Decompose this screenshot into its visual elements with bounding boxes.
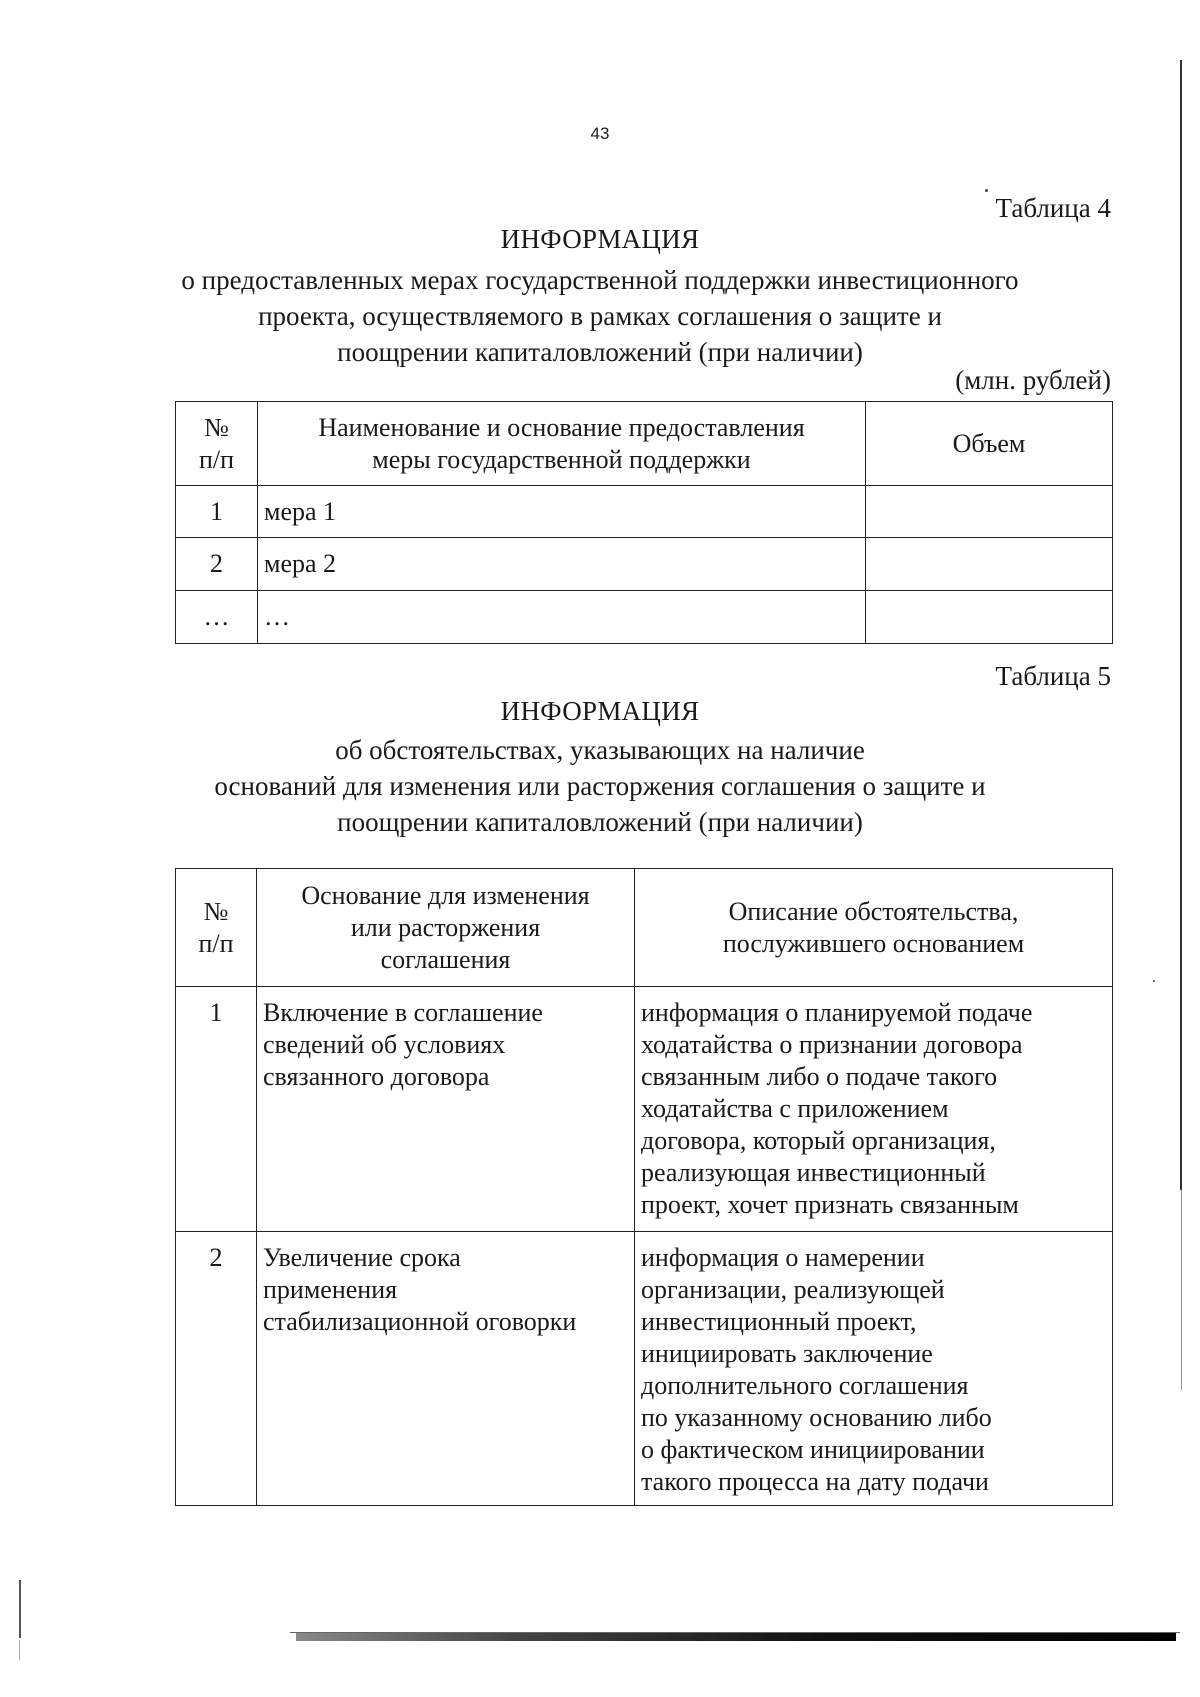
cell-description: информация о намерении организации, реализующей инвестиционный проект, инициировать заключение дополнительного соглашения по указанному основанию либо о фактическом инициировании такого процесса на дату подачи	[635, 1232, 1113, 1506]
table4-caption: Таблица 4	[995, 193, 1111, 223]
cell-name: …	[258, 591, 866, 644]
scan-edge-line	[1181, 1190, 1182, 1390]
cell-name: мера 1	[258, 486, 866, 538]
table5-subtitle	[0, 732, 1200, 840]
cell-volume	[866, 486, 1113, 538]
termination-grounds-table	[175, 868, 1113, 1506]
col-header-number: № п/п	[176, 402, 258, 486]
table5-caption: Таблица 5	[995, 661, 1111, 691]
col-header-description: Описание обстоятельства, послужившего основанием	[635, 869, 1113, 987]
col-header-name: Наименование и основание предоставления меры государственной поддержки	[258, 402, 866, 486]
table-row	[176, 987, 1113, 1232]
col-header-number: № п/п	[176, 869, 257, 987]
support-measures-table	[175, 401, 1113, 644]
table5-title: ИНФОРМАЦИЯ	[500, 696, 700, 726]
cell-volume	[866, 591, 1113, 644]
table4-subtitle	[0, 262, 1200, 370]
subtitle-line: оснований для изменения или расторжения соглашения о защите и	[214, 771, 986, 801]
cell-number: 2	[176, 538, 258, 591]
cell-number: …	[176, 591, 258, 644]
subtitle-line: о предоставленных мерах государственной поддержки инвестиционного	[181, 265, 1019, 295]
subtitle-line: поощрении капиталовложений (при наличии)	[337, 337, 863, 367]
subtitle-line: об обстоятельствах, указывающих на наличие	[335, 735, 865, 765]
cell-number: 1	[176, 486, 258, 538]
cell-number: 2	[176, 1232, 257, 1506]
page-number: 43	[590, 124, 610, 143]
cell-description: информация о планируемой подаче ходатайства о признании договора связанным либо о подаче такого ходатайства с приложением договора, который организация, реализующая инвестиционный проект, хочет признать связанным	[635, 987, 1113, 1232]
table-row	[176, 1232, 1113, 1506]
table-row	[176, 538, 1113, 591]
col-header-basis: Основание для изменения или расторжения соглашения	[257, 869, 635, 987]
scan-speck	[1153, 980, 1155, 982]
scan-speck	[985, 189, 988, 192]
scan-bottom-bar	[296, 1633, 1176, 1641]
table-row	[176, 591, 1113, 644]
scan-margin-mark	[19, 1640, 20, 1660]
table-header-row	[176, 402, 1113, 486]
table-header-row	[176, 869, 1113, 987]
subtitle-line: поощрении капиталовложений (при наличии)	[337, 807, 863, 837]
cell-volume	[866, 538, 1113, 591]
cell-number: 1	[176, 987, 257, 1232]
units-label: (млн. рублей)	[955, 365, 1111, 395]
table-row	[176, 486, 1113, 538]
cell-basis: Увеличение срока применения стабилизационной оговорки	[257, 1232, 635, 1506]
cell-basis: Включение в соглашение сведений об условиях связанного договора	[257, 987, 635, 1232]
subtitle-line: проекта, осуществляемого в рамках соглашения о защите и	[258, 301, 942, 331]
table4-title: ИНФОРМАЦИЯ	[500, 224, 700, 254]
cell-name: мера 2	[258, 538, 866, 591]
col-header-volume: Объем	[866, 402, 1113, 486]
scan-margin-mark	[19, 1580, 21, 1638]
